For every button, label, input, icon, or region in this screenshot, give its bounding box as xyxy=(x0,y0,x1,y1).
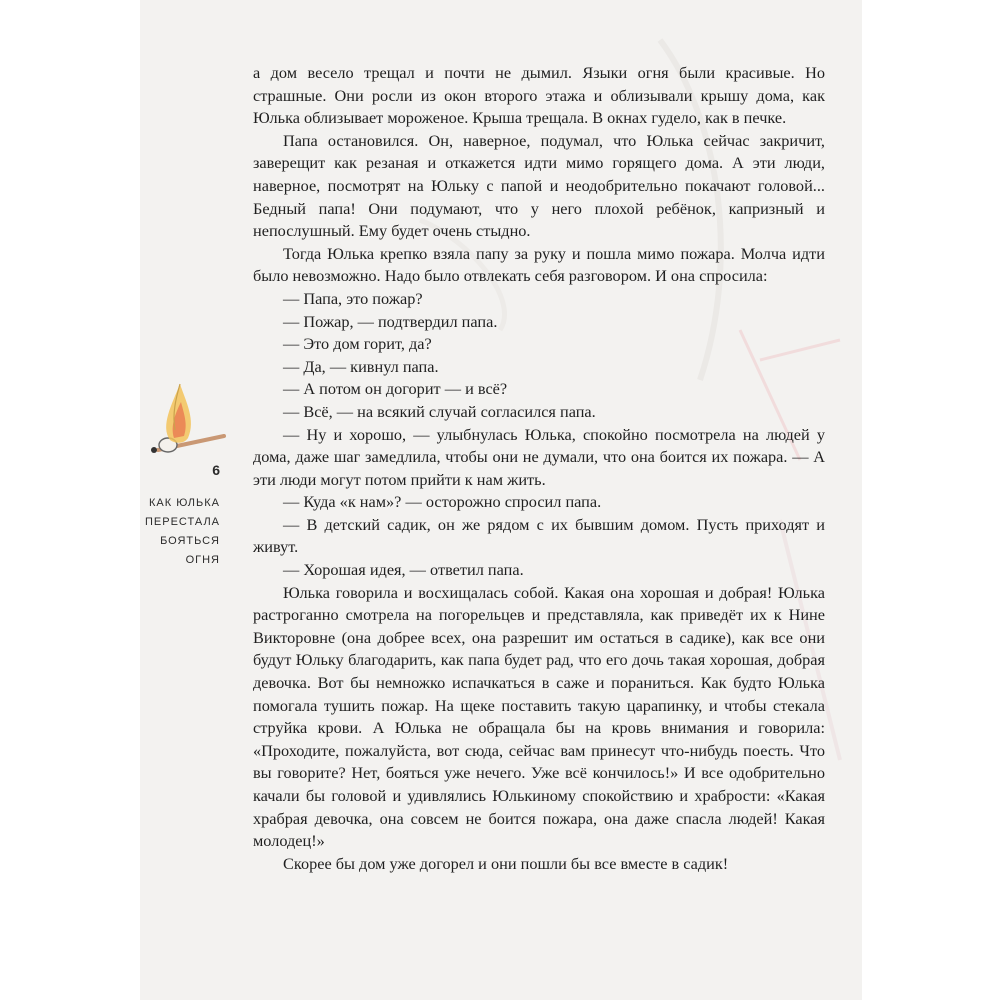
dialogue-line: — А потом он догорит — и всё? xyxy=(283,379,508,399)
paragraph: Скорее бы дом уже догорел и они пошли бы все вместе в садик! xyxy=(283,853,729,873)
dialogue-line: — Ну и хорошо, — улыбнулась Юлька, спокойно посмотрела на людей у дома, даже шаг замедлила, чтобы они не думали, что она боится их пожара. — А эти люди могут потом прийти к нам жить. xyxy=(253,424,825,489)
chapter-title-line: КАК ЮЛЬКА xyxy=(148,497,220,509)
chapter-title-line: БОЯТЬСЯ xyxy=(160,535,220,547)
paragraph: а дом весело трещал и почти не дымил. Языки огня были красивые. Но страшные. Они росли из окон второго этажа и облизывали крышу дома, как Юлька облизывает мороженое. Крыша трещала. В окнах гудело, как в печке. xyxy=(253,63,825,128)
dialogue-line: — Это дом горит, да? xyxy=(283,334,432,354)
dialogue-line: — Куда «к нам»? — осторожно спросил папа. xyxy=(283,492,602,512)
paragraph: Юлька говорила и восхищалась собой. Какая она хорошая и добрая! Юлька растроганно смотрела на погорельцев и представляла, как приведёт их к Нине Викторовне (она добрее всех, она разрешит им остаться в садике), как все они будут Юльку благодарить, как папа будет рад, что его дочь такая хорошая, добрая девочка. Вот бы немножко испачкаться в саже и пораниться. Как будто Юлька помогала тушить пожар. На щеке поставить такую царапинку, и чтобы стекала струйка крови. А Юлька не обращала бы на кровь внимания и говорила: «Проходите, пожалуйста, вот сюда, сейчас вам принесут что-нибудь поесть. Что вы говорите? Нет, бояться уже нечего. Уже всё кончилось!» И все одобрительно качали бы головой и удивлялись Юлькиному спокойствию и храбрости: «Какая храбрая девочка, она совсем не боится пожара, она даже спасла людей! Какая молодец!» xyxy=(253,582,825,851)
dialogue-line: — В детский садик, он же рядом с их бывшим домом. Пусть приходят и живут. xyxy=(253,514,825,557)
dialogue-line: — Да, — кивнул папа. xyxy=(283,356,439,376)
page-number: 6 xyxy=(212,462,220,478)
body-text xyxy=(253,62,825,875)
dialogue-line: — Всё, — на всякий случай согласился папа. xyxy=(283,401,596,421)
dialogue-line: — Хорошая идея, — ответил папа. xyxy=(283,560,524,580)
dialogue-line: — Папа, это пожар? xyxy=(283,288,423,308)
paragraph: Тогда Юлька крепко взяла папу за руку и пошла мимо пожара. Молча идти было невозможно. Надо было отвлекать себя разговором. И она спросила: xyxy=(253,243,825,286)
paragraph: Папа остановился. Он, наверное, подумал, что Юлька сейчас закричит, заверещит как резаная и откажется идти мимо горящего дома. А эти люди, наверное, посмотрят на Юльку с папой и неодобрительно покачают головой... Бедный папа! Они подумают, что у него плохой ребёнок, капризный и непослушный. Ему будет очень стыдно. xyxy=(253,130,825,241)
book-page xyxy=(140,0,862,1000)
dialogue-line: — Пожар, — подтвердил папа. xyxy=(283,311,498,331)
chapter-title-line: ПЕРЕСТАЛА xyxy=(145,516,220,528)
chapter-title xyxy=(140,494,220,570)
chapter-title-line: ОГНЯ xyxy=(185,554,220,566)
burning-match-icon xyxy=(150,378,226,456)
